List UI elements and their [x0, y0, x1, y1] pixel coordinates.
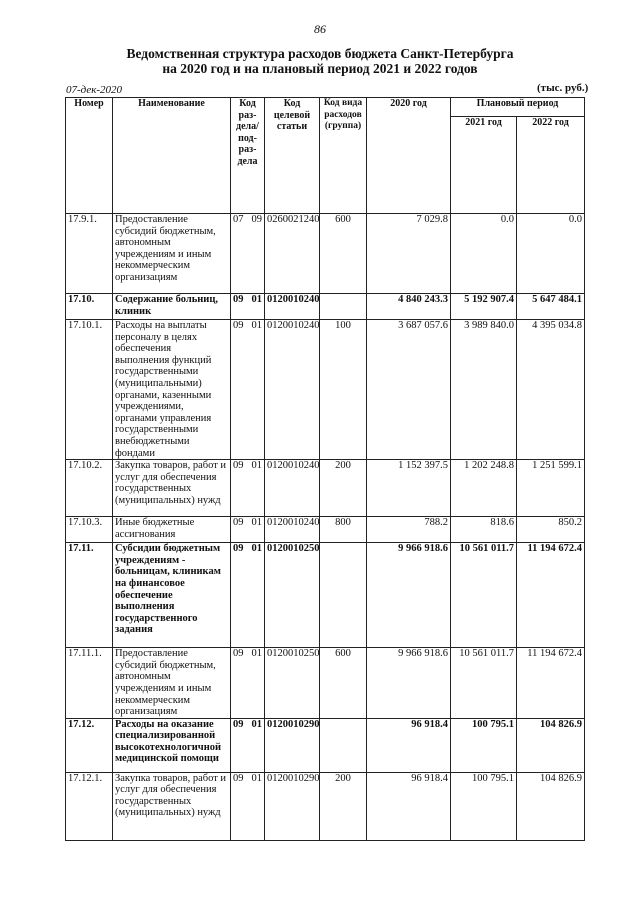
page-number: 86: [314, 22, 326, 36]
row-section: 09: [233, 772, 244, 784]
row-section-code: [231, 772, 265, 840]
row-expense-type: 100: [320, 320, 367, 460]
table-row: [66, 517, 585, 543]
table-row: [66, 294, 585, 320]
row-amount-2022: 104 826.9: [517, 772, 585, 840]
row-number: 17.10.2.: [66, 460, 113, 517]
table-row: [66, 648, 585, 719]
row-section-code: [231, 320, 265, 460]
row-amount-2020: 9 966 918.6: [367, 543, 451, 648]
row-section: 09: [233, 718, 244, 730]
row-amount-2022: 4 395 034.8: [517, 320, 585, 460]
row-target-code: 0120010240: [265, 460, 320, 517]
row-amount-2022: 5 647 484.1: [517, 294, 585, 320]
row-amount-2022: 104 826.9: [517, 718, 585, 772]
row-name: Предоставление субсидий бюджетным, автономным учреждениям и иным некоммерческим организациям: [113, 214, 231, 294]
row-section: 09: [233, 460, 244, 472]
row-target-code: 0260021240: [265, 214, 320, 294]
row-subsection: 01: [251, 320, 262, 331]
row-name: Содержание больниц, клиник: [113, 294, 231, 320]
row-section: 09: [233, 543, 244, 555]
row-number: 17.11.: [66, 543, 113, 648]
row-number: 17.9.1.: [66, 214, 113, 294]
title-line-2: на 2020 год и на плановый период 2021 и 2022 годов: [162, 61, 478, 76]
row-number: 17.10.: [66, 294, 113, 320]
row-name: Закупка товаров, работ и услуг для обеспечения государственных (муниципальных) нужд: [113, 772, 231, 840]
row-amount-2022: 850.2: [517, 517, 585, 543]
row-name: Предоставление субсидий бюджетным, автономным учреждениям и иным некоммерческим организациям: [113, 648, 231, 719]
row-amount-2022: 11 194 672.4: [517, 648, 585, 719]
row-section: 09: [233, 517, 244, 529]
row-amount-2021: 100 795.1: [451, 772, 517, 840]
row-target-code: 0120010240: [265, 294, 320, 320]
row-subsection: 01: [251, 460, 262, 472]
row-target-code: 0120010250: [265, 543, 320, 648]
row-section-code: [231, 460, 265, 517]
row-number: 17.11.1.: [66, 648, 113, 719]
row-amount-2020: 788.2: [367, 517, 451, 543]
row-amount-2021: 0.0: [451, 214, 517, 294]
row-name: Субсидии бюджетным учреждениям - больницам, клиникам на финансовое обеспечение выполнения государственного задания: [113, 543, 231, 648]
header-year-2020: 2020 год: [367, 98, 451, 214]
row-number: 17.10.3.: [66, 517, 113, 543]
row-amount-2022: 1 251 599.1: [517, 460, 585, 517]
row-expense-type: 200: [320, 460, 367, 517]
row-amount-2021: 3 989 840.0: [451, 320, 517, 460]
row-section-code: [231, 648, 265, 719]
row-subsection: 01: [251, 648, 262, 660]
row-section-code: [231, 294, 265, 320]
row-subsection: 01: [251, 543, 262, 555]
row-expense-type: [320, 294, 367, 320]
row-amount-2021: 818.6: [451, 517, 517, 543]
row-section-code: [231, 517, 265, 543]
table-row: [66, 772, 585, 840]
row-number: 17.10.1.: [66, 320, 113, 460]
row-amount-2020: 3 687 057.6: [367, 320, 451, 460]
budget-table: [65, 97, 585, 841]
row-target-code: 0120010290: [265, 772, 320, 840]
row-subsection: 09: [251, 214, 262, 225]
row-amount-2020: 96 918.4: [367, 718, 451, 772]
row-expense-type: 600: [320, 648, 367, 719]
row-amount-2021: 1 202 248.8: [451, 460, 517, 517]
row-section-code: [231, 543, 265, 648]
row-amount-2020: 9 966 918.6: [367, 648, 451, 719]
row-section: 09: [233, 320, 244, 331]
row-subsection: 01: [251, 517, 262, 529]
row-amount-2021: 10 561 011.7: [451, 648, 517, 719]
row-amount-2022: 0.0: [517, 214, 585, 294]
row-section-code: [231, 214, 265, 294]
header-year-2022: 2022 год: [517, 117, 585, 214]
row-target-code: 0120010290: [265, 718, 320, 772]
header-expense-type-code: Код вида расходов (группа): [320, 98, 367, 214]
row-amount-2021: 100 795.1: [451, 718, 517, 772]
row-target-code: 0120010240: [265, 320, 320, 460]
row-expense-type: 800: [320, 517, 367, 543]
row-number: 17.12.: [66, 718, 113, 772]
row-number: 17.12.1.: [66, 772, 113, 840]
row-section-code: [231, 718, 265, 772]
table-row: [66, 460, 585, 517]
row-subsection: 01: [251, 772, 262, 784]
row-amount-2020: 4 840 243.3: [367, 294, 451, 320]
table-row: [66, 543, 585, 648]
row-section: 09: [233, 648, 244, 660]
row-amount-2020: 7 029.8: [367, 214, 451, 294]
row-name: Иные бюджетные ассигнования: [113, 517, 231, 543]
row-amount-2022: 11 194 672.4: [517, 543, 585, 648]
row-expense-type: 600: [320, 214, 367, 294]
header-planned-period: Плановый период: [451, 98, 585, 117]
table-row: [66, 718, 585, 772]
row-amount-2021: 5 192 907.4: [451, 294, 517, 320]
row-target-code: 0120010240: [265, 517, 320, 543]
title-line-1: Ведомственная структура расходов бюджета Санкт-Петербурга: [126, 46, 514, 61]
header-target-code: Код целевой статьи: [265, 98, 320, 214]
document-title: [0, 46, 640, 76]
row-name: Расходы на оказание специализированной высокотехнологичной медицинской помощи: [113, 718, 231, 772]
row-amount-2021: 10 561 011.7: [451, 543, 517, 648]
header-section-code: Код раз-дела/ под-раз-дела: [231, 98, 265, 214]
header-name: Наименование: [113, 98, 231, 214]
row-expense-type: [320, 543, 367, 648]
units-label: (тыс. руб.): [537, 82, 589, 94]
row-subsection: 01: [251, 718, 262, 730]
row-name: Закупка товаров, работ и услуг для обеспечения государственных (муниципальных) нужд: [113, 460, 231, 517]
row-subsection: 01: [251, 294, 262, 305]
row-amount-2020: 96 918.4: [367, 772, 451, 840]
table-row: [66, 214, 585, 294]
header-number: Номер: [66, 98, 113, 214]
report-date: 07-дек-2020: [66, 84, 123, 96]
row-amount-2020: 1 152 397.5: [367, 460, 451, 517]
row-name: Расходы на выплаты персоналу в целях обеспечения выполнения функций государственными (муниципальными) органами, казенными учреждениями, органами управления государственными внебюджетными фондами: [113, 320, 231, 460]
row-target-code: 0120010250: [265, 648, 320, 719]
row-section: 09: [233, 294, 244, 305]
row-expense-type: 200: [320, 772, 367, 840]
row-section: 07: [233, 214, 244, 225]
header-year-2021: 2021 год: [451, 117, 517, 214]
row-expense-type: [320, 718, 367, 772]
table-row: [66, 320, 585, 460]
